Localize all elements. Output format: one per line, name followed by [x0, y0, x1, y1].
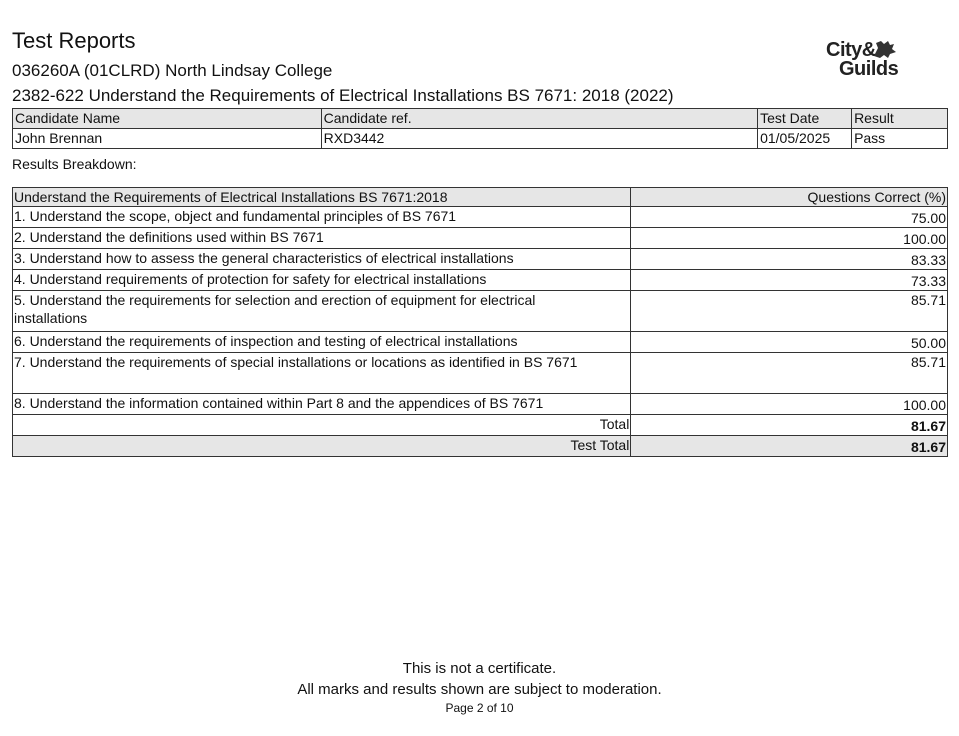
candidate-name-header: Candidate Name	[13, 109, 322, 129]
candidate-name-value: John Brennan	[13, 129, 322, 149]
result-value: Pass	[852, 129, 948, 149]
outcome-score: 100.00	[631, 394, 948, 415]
outcome-score: 83.33	[631, 249, 948, 270]
outcome-label: 7. Understand the requirements of special installations or locations as identified in BS 7671	[13, 353, 631, 394]
centre-name: 036260A (01CLRD) North Lindsay College	[12, 61, 333, 80]
page-number: Page 2 of 10	[445, 701, 514, 715]
test-date-header: Test Date	[758, 109, 852, 129]
questions-correct-header: Questions Correct (%)	[631, 188, 948, 207]
unit-title-header: Understand the Requirements of Electrical Installations BS 7671:2018	[13, 188, 631, 207]
total-row	[13, 415, 948, 436]
outcome-score: 100.00	[631, 228, 948, 249]
qualification-title: 2382-622 Understand the Requirements of Electrical Installations BS 7671: 2018 (2022)	[12, 86, 674, 105]
result-row	[13, 332, 948, 353]
candidate-header-row	[13, 109, 948, 129]
result-row	[13, 270, 948, 291]
outcome-label: 4. Understand requirements of protection for safety for electrical installations	[13, 270, 631, 291]
outcome-label: 8. Understand the information contained within Part 8 and the appendices of BS 7671	[13, 394, 631, 415]
outcome-label: 2. Understand the definitions used within BS 7671	[13, 228, 631, 249]
result-row	[13, 249, 948, 270]
result-row	[13, 394, 948, 415]
results-table	[12, 187, 948, 457]
result-row	[13, 291, 948, 332]
test-total-value: 81.67	[631, 436, 948, 457]
result-row	[13, 353, 948, 394]
candidate-table	[12, 108, 948, 149]
results-breakdown-label: Results Breakdown:	[12, 156, 137, 172]
results-header-row	[13, 188, 948, 207]
outcome-score: 73.33	[631, 270, 948, 291]
outcome-label: 3. Understand how to assess the general characteristics of electrical installations	[13, 249, 631, 270]
logo-text-line2: Guilds	[839, 58, 899, 80]
outcome-label: 6. Understand the requirements of inspection and testing of electrical installations	[13, 332, 631, 353]
result-header: Result	[852, 109, 948, 129]
test-total-row	[13, 436, 948, 457]
logo-text-line1: City&	[826, 39, 876, 61]
outcome-score: 85.71	[631, 291, 948, 332]
outcome-score: 50.00	[631, 332, 948, 353]
outcome-label: 1. Understand the scope, object and fundamental principles of BS 7671	[13, 207, 631, 228]
moderation-notice: All marks and results shown are subject to moderation.	[297, 681, 662, 698]
report-title: Test Reports	[12, 28, 136, 53]
test-total-label: Test Total	[13, 436, 631, 457]
outcome-label: 5. Understand the requirements for selection and erection of equipment for electrical installations	[13, 291, 631, 332]
candidate-value-row	[13, 129, 948, 149]
lion-emblem-icon	[870, 38, 898, 60]
total-value: 81.67	[631, 415, 948, 436]
candidate-ref-value: RXD3442	[321, 129, 757, 149]
city-and-guilds-logo	[824, 40, 904, 82]
outcome-score: 85.71	[631, 353, 948, 394]
outcome-score: 75.00	[631, 207, 948, 228]
candidate-ref-header: Candidate ref.	[321, 109, 757, 129]
test-date-value: 01/05/2025	[758, 129, 852, 149]
result-row	[13, 207, 948, 228]
not-certificate-notice: This is not a certificate.	[402, 660, 557, 677]
total-label: Total	[13, 415, 631, 436]
result-row	[13, 228, 948, 249]
